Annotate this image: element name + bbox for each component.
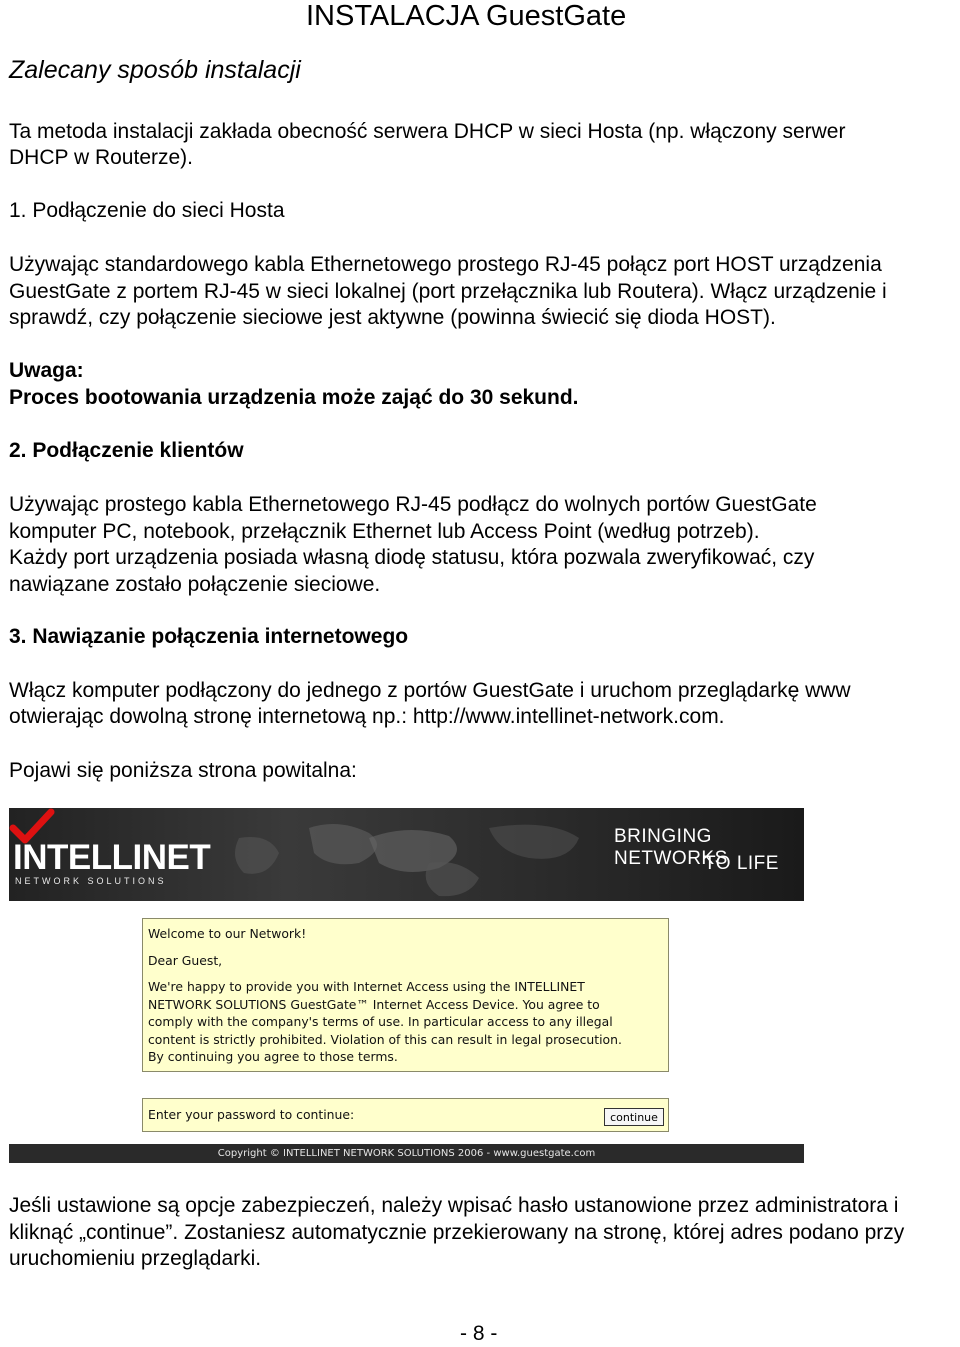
intro-line-1: Ta metoda instalacji zakłada obecność serwera DHCP w sieci Hosta (np. włączony serwer <box>9 120 846 143</box>
step3-line-1: Włącz komputer podłączony do jednego z portów GuestGate i uruchom przeglądarkę www <box>9 679 851 702</box>
step3-heading: 3. Nawiązanie połączenia internetowego <box>9 625 409 648</box>
step3-caption: Pojawi się poniższa strona powitalna: <box>9 759 357 782</box>
terms-line: comply with the company's terms of use. In particular access to any illegal <box>148 1014 613 1029</box>
terms-line: content is strictly prohibited. Violation of this can result in legal prosecution. <box>148 1031 622 1047</box>
step1-note-text: Proces bootowania urządzenia może zająć do 30 sekund. <box>9 386 579 409</box>
intellinet-logo: INTELLINET <box>13 838 211 877</box>
closing-text: Jeśli ustawione są opcje zabezpieczeń, należy wpisać hasło ustanowione przez administratora i kliknąć „continue”. Zostaniesz automatycznie przekierowany na stronę, której adres podano przy uruchomieniu przeglądarki. <box>9 1194 905 1270</box>
step2-text-1: Używając prostego kabla Ethernetowego RJ-45 podłącz do wolnych portów GuestGate komputer PC, notebook, przełącznik Ethernet lub Access Point (według potrzeb). <box>9 493 817 543</box>
terms-line: We're happy to provide you with Internet Access using the INTELLINET <box>148 979 585 994</box>
step2-text-2: Każdy port urządzenia posiada własną diodę statusu, która pozwala zweryfikować, czy nawiązane zostało połączenie sieciowe. <box>9 546 815 596</box>
page-title: INSTALACJA GuestGate <box>306 0 627 32</box>
welcome-heading: Welcome to our Network! <box>148 926 307 941</box>
greeting: Dear Guest, <box>148 952 223 968</box>
welcome-page-screenshot <box>9 808 804 1163</box>
step1-text: Używając standardowego kabla Ethernetowego prostego RJ-45 połącz port HOST urządzenia GuestGate z portem RJ-45 w sieci lokalnej (port przełącznika lub Routera). Włącz urządzenie i sprawdź, czy połączenie sieciowe jest aktywne (powinna świecić się dioda HOST). <box>9 253 887 329</box>
agree-line: By continuing you agree to those terms. <box>148 1049 398 1064</box>
welcome-message-box <box>142 918 669 1072</box>
slogan-line-2: TO LIFE <box>704 853 779 874</box>
intro-line-2: DHCP w Routerze). <box>9 146 193 169</box>
step2-heading: 2. Podłączenie klientów <box>9 439 244 462</box>
continue-button[interactable]: continue <box>604 1108 664 1126</box>
step3-line-2: otwierając dowolną stronę internetową np.: http://www.intellinet-network.com. <box>9 705 725 728</box>
logo-subtitle: NETWORK SOLUTIONS <box>15 876 167 886</box>
password-prompt: Enter your password to continue: <box>148 1107 355 1122</box>
section-subtitle: Zalecany sposób instalacji <box>9 56 301 84</box>
password-entry-box <box>142 1098 669 1132</box>
step1-note-label: Uwaga: <box>9 359 84 382</box>
terms-line: NETWORK SOLUTIONS GuestGate™ Internet Access Device. You agree to <box>148 996 600 1012</box>
slogan-line-1: BRINGING NETWORKS <box>614 826 728 869</box>
header-banner <box>9 808 804 901</box>
page-number: - 8 - <box>460 1322 498 1345</box>
copyright-footer: Copyright © INTELLINET NETWORK SOLUTIONS 2006 - www.guestgate.com <box>9 1144 804 1163</box>
step1-heading: 1. Podłączenie do sieci Hosta <box>9 199 285 222</box>
